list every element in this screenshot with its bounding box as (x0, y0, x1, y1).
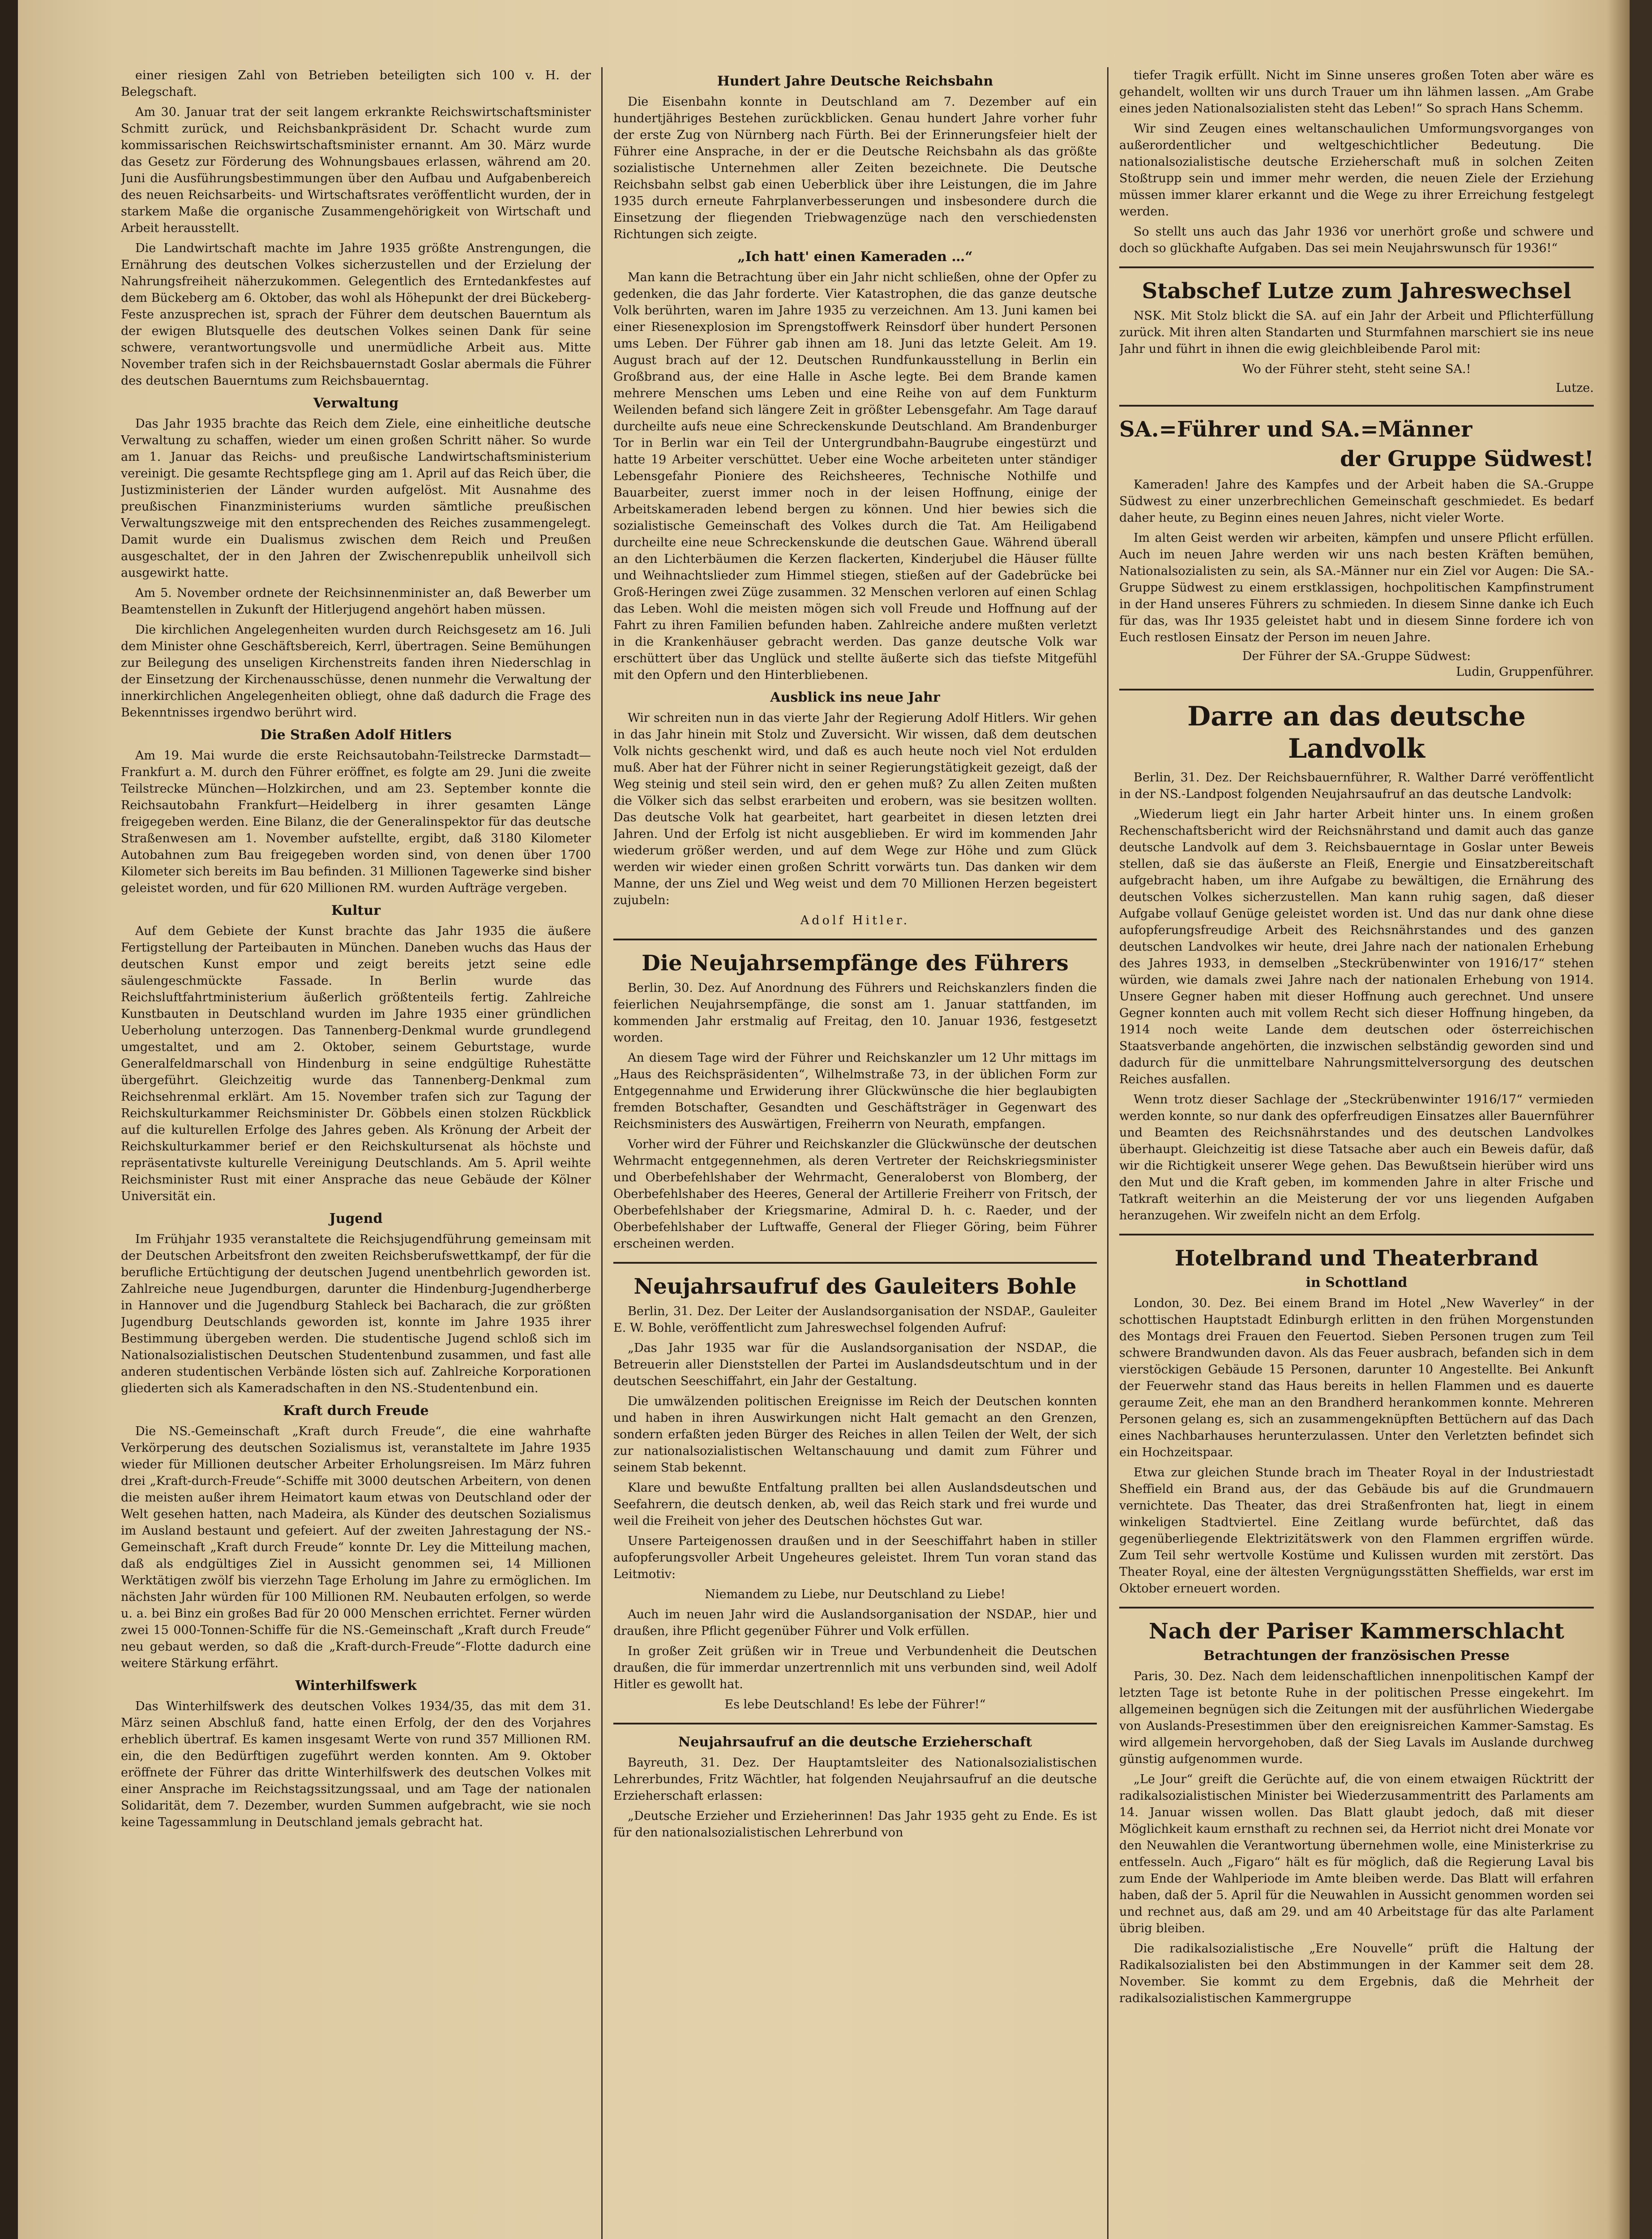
section-heading: Jugend (329, 1211, 383, 1227)
article-text: Wir schreiten nun in das vierte Jahr der Regierung Adolf Hitlers. Wir gehen in das Jahr hinein mit Stolz und Zuversicht. Wir wissen, daß dem deutschen Volk nichts geschenkt wird, und daß es auch heute noch viel Not erdulden muß. Aber hat der Führer nicht in seiner Regierungstätigkeit gezeigt, daß der Weg steinig und steil sein wird, den er gehen muß? Zu allen Zeiten mußten die Völker sich das selbst erarbeiten und erobern, was sie besitzen wollten. Das deutsche Volk hat gearbeitet, hart gearbeitet in diesen letzten drei Jahren. Und der Erfolg ist nicht ausgeblieben. Er wird im kommenden Jahr wiederum größer werden, und auf dem Wege zur Höhe und zum Glück werden wir wieder einen großen Schritt vorwärts tun. Das danken wir dem Manne, der uns Ziel und Weg weist und dem 70 Millionen Herzen begeistert zujubeln: (613, 711, 1097, 907)
article-text: An diesem Tage wird der Führer und Reichskanzler um 12 Uhr mittags im „Haus des Reichspräsidenten“, Wilhelmstraße 73, in der üblichen Form zur Entgegennahme und Erwiderung ihrer Glückwünsche die hier beglaubigten fremden Botschafter, Gesandten und Geschäftsträger in Gegenwart des Reichsministers des Auswärtigen, Freiherrn von Neurath, empfangen. (613, 1051, 1097, 1131)
article-text: „Wiederum liegt ein Jahr harter Arbeit hinter uns. In einem großen Rechenschaftsbericht wird der Reichsnährstand und damit auch das ganze deutsche Landvolk auf dem 3. Reichsbauerntage in Goslar unter Beweis stellen, daß sie das äußerste an Fleiß, Energie und Einsatzbereitschaft aufgebracht haben, um ihre Aufgabe zu bewältigen, die Ernährung des deutschen Volkes sicherzustellen. Man kann ruhig sagen, daß dieser Aufgabe vollauf Genüge geleistet worden ist. Und das nur dank ohne diese aufopferungsfreudige Arbeit des Reichsnährstandes und des ganzen deutschen Landvolkes wir heute, drei Jahre nach der nationalen Erhebung des Jahres 1933, in demselben „Steckrübenwinter von 1916/17“ stehen würden, wie damals zwei Jahre nach der nationalen Erhebung von 1914. Unsere Gegner haben mit dieser Hoffnung auch gerechnet. Und unsere Gegner konnten auch mit vollem Recht sich dieser Hoffnung hingeben, da 1914 noch weite Lande dem deutschen oder österreichischen Staatsverbande angehörten, die inzwischen selbständig geworden sind und dadurch für die unmittelbare Nahrungsmittelversorgung des deutschen Reiches ausfallen. (1119, 807, 1594, 1086)
section-heading: Hundert Jahre Deutsche Reichsbahn (717, 73, 993, 89)
column-2 (613, 67, 1097, 2239)
article-text: Wo der Führer steht, steht seine SA.! (1242, 362, 1471, 376)
column-3 (1119, 67, 1594, 2239)
article-headline: Stabschef Lutze zum Jahreswechsel (1142, 279, 1571, 304)
article-text: „Deutsche Erzieher und Erzieherinnen! Das Jahr 1935 geht zu Ende. Es ist für den nationalsozialistischen Lehrerbund von (613, 1809, 1097, 1840)
divider (613, 1262, 1097, 1264)
article-text: Am 30. Januar trat der seit langem erkrankte Reichswirtschaftsminister Schmitt zurück, und Reichsbankpräsident Dr. Schacht wurde zum kommissarischen Reichswirtschaftsminister ernannt. Am 30. März wurde das Gesetz zur Förderung des Wohnungsbaues erlassen, während am 20. Juni die Ausführungsbestimmungen über den Aufbau und Aufgabenbereich des neuen Reichsarbeits- und Wirtschaftsrates veröffentlicht wurden, der in starkem Maße die organische Zusammengehörigkeit von Wirtschaft und Arbeit herausstellt. (121, 105, 591, 235)
article-text: Kameraden! Jahre des Kampfes und der Arbeit haben die SA.-Gruppe Südwest zu einer unzerbrechlichen Gemeinschaft geschmiedet. Es bedarf daher heute, zu Beginn eines neuen Jahres, nicht vieler Worte. (1119, 478, 1594, 525)
divider (1119, 266, 1594, 268)
page-edge-shadow (1607, 0, 1630, 2239)
article-text: In großer Zeit grüßen wir in Treue und Verbundenheit die Deutschen draußen, die für immerdar unzertrennlich mit uns verbunden sind, weil Adolf Hitler es gewollt hat. (613, 1644, 1097, 1691)
article-text: Man kann die Betrachtung über ein Jahr nicht schließen, ohne der Opfer zu gedenken, die das Jahr forderte. Vier Katastrophen, die das ganze deutsche Volk berührten, waren im Jahre 1935 zu verzeichnen. Am 13. Juni kamen bei einer Riesenexplosion im Sprengstoffwerk Reinsdorf über hundert Personen ums Leben. Der Führer gab ihnen am 18. Juni das letzte Geleit. Am 19. August brach auf der 12. Deutschen Rundfunkausstellung in Berlin ein Großbrand aus, der eine Halle in Asche legte. Bei dem Brande kamen mehrere Menschen ums Leben und eine Reihe von auf dem Funkturm Weilenden befand sich längere Zeit in größter Lebensgefahr. Am Tage darauf durcheilte aufs neue eine Schreckenskunde Deutschland. Am Brandenburger Tor in Berlin war ein Teil der Untergrundbahn-Baugrube eingestürzt und hatte 19 Arbeiter verschüttet. Ueber eine Woche arbeiteten unter ständiger Lebensgefahr Pioniere des Reichsheeres, Technische Nothilfe und Bauarbeiter, zuerst immer noch in der leisen Hoffnung, einige der Arbeitskameraden lebend bergen zu können. Und hier bewies sich die sozialistische Gemeinschaft des Volkes durch die Tat. Am Heiligabend durcheilte eine neue Schreckenskunde die deutschen Gaue. Während überall an den Lichterbäumen die Kerzen flackerten, Kinderjubel die Häuser füllte und Weihnachtslieder zum Himmel stiegen, stießen auf der Gadebrücke bei Groß-Heringen zwei Züge zusammen. 32 Menschen verloren auf einen Schlag das Leben. Wohl die meisten mögen sich voll Freude und Hoffnung auf der Fahrt zu ihren Familien befunden haben. Zahlreiche andere mußten verletzt in die Krankenhäuser gebracht werden. Das ganze deutsche Volk war erschüttert über das Unglück und stellte äußerte sich das tiefste Mitgefühl mit den Opfern und den Hinterbliebenen. (613, 270, 1097, 682)
section-heading: Winterhilfswerk (295, 1678, 417, 1694)
article-text: Wenn trotz dieser Sachlage der „Steckrübenwinter 1916/17“ vermieden werden konnte, so nur dank des opferfreudigen Einsatzes aller Bauernführer und Beamten des Reichsnährstandes und des deutschen Landvolkes überhaupt. Gleichzeitig ist diese Tatsache aber auch ein Beweis dafür, daß wir die Richtigkeit unserer Wege gehen. Das Bewußtsein hierüber wird uns den Mut und die Kraft geben, im kommenden Jahre in alter Frische und Tatkraft weiterhin an die Meisterung der vor uns liegenden Aufgaben heranzugehen. Wir zweifeln nicht an dem Erfolg. (1119, 1093, 1594, 1222)
article-text: Vorher wird der Führer und Reichskanzler die Glückwünsche der deutschen Wehrmacht entgegennehmen, als deren Vertreter der Reichskriegsminister und Oberbefehlshaber der Wehrmacht, Generaloberst von Blomberg, der Oberbefehlshaber des Heeres, General der Artillerie Freiherr von Fritsch, der Oberbefehlshaber der Kriegsmarine, Admiral D. h. c. Raeder, und der Oberbefehlshaber der Luftwaffe, General der Flieger Göring, beim Führer erscheinen werden. (613, 1137, 1097, 1251)
article-text: Berlin, 31. Dez. Der Leiter der Auslandsorganisation der NSDAP., Gauleiter E. W. Bohle, veröffentlicht zum Jahreswechsel folgenden Aufruf: (613, 1304, 1097, 1335)
divider (1119, 1234, 1594, 1235)
article-text: „Le Jour“ greift die Gerüchte auf, die von einem etwaigen Rücktritt der radikalsozialistischen Minister bei Wiederzusammentritt des Parlaments am 14. Januar wissen wollen. Das Blatt glaubt jedoch, daß mit dieser Möglichkeit kaum ernsthaft zu rechnen sei, da Herriot nicht drei Monate vor den Neuwahlen die Verantwortung übernehmen wolle, eine Ministerkrise zu entfesseln. Auch „Figaro“ hält es für möglich, daß die Regierung Laval bis zum Ende der Wahlperiode im Amte bleiben werde. Das Blatt will erfahren haben, daß der 5. April für die Neuwahlen in Aussicht genommen worden sei und rechnet aus, daß am 29. und am 40 Arbeitstage für das alte Parlament übrig bleiben. (1119, 1772, 1594, 1935)
section-heading: Kraft durch Freude (283, 1403, 429, 1419)
signature: Der Führer der SA.-Gruppe Südwest: (1242, 649, 1471, 663)
article-headline: Die Neujahrsempfänge des Führers (642, 951, 1069, 976)
article-text: Die umwälzenden politischen Ereignisse im Reich der Deutschen konnten und haben in ihren Auswirkungen nicht Halt gemacht an den Grenzen, sondern erfaßten jeden Bürger des Reiches in allen Teilen der Welt, der sich zur nationalsozialistischen Weltanschauung und damit zum Führer und seinem Stab bekennt. (613, 1394, 1097, 1475)
article-text: Die NS.-Gemeinschaft „Kraft durch Freude“, die eine wahrhafte Verkörperung des deutschen Sozialismus ist, veranstaltete im Jahre 1935 wieder für Millionen deutscher Arbeiter Erholungsreisen. Im März fuhren drei „Kraft-durch-Freude“-Schiffe mit 3000 deutschen Arbeitern, von denen die meisten außer ihrem Heimatort kaum etwas von Deutschland oder der Welt gesehen hatten, nach Madeira, als Künder des deutschen Sozialismus im Ausland bestaunt und gefeiert. Auf der zweiten Jahrestagung der NS.-Gemeinschaft „Kraft durch Freude“ konnte Dr. Ley die Mitteilung machen, daß als endgültiges Ziel in Aussicht genommen sei, 14 Millionen Werktätigen zwölf bis vierzehn Tage Erholung im Jahre zu ermöglichen. Im nächsten Jahr würden für 100 Millionen RM. Neubauten erfolgen, so werde u. a. bei Binz ein großes Bad für 20 000 Menschen errichtet. Ferner würden zwei 15 000-Tonnen-Schiffe für die NS.-Gemeinschaft „Kraft durch Freude“ neu gebaut werden, so daß die „Kraft-durch-Freude“-Flotte dadurch eine weitere Stärkung erfährt. (121, 1424, 591, 1670)
article-text: Das Winterhilfswerk des deutschen Volkes 1934/35, das mit dem 31. März seinen Abschluß fand, hatte einen Erfolg, der den des Vorjahres erheblich übertraf. Es kamen insgesamt Werte von rund 357 Millionen RM. ein, die den Bedürftigen zugeführt werden konnten. Am 9. Oktober eröffnete der Führer das dritte Winterhilfswerk des deutschen Volkes mit einer Ansprache im Reichstagssitzungssaal, und am Tage der nationalen Solidarität, dem 7. Dezember, wurden Summen aufgebracht, wie sie noch keine Tagessammlung in Deutschland jemals gebracht hat. (121, 1699, 591, 1829)
article-text: Berlin, 30. Dez. Auf Anordnung des Führers und Reichskanzlers finden die feierlichen Neujahrsempfänge, die sonst am 1. Januar stattfanden, im kommenden Jahr erstmalig auf Freitag, den 10. Januar 1936, festgesetzt worden. (613, 981, 1097, 1045)
article-text: Die kirchlichen Angelegenheiten wurden durch Reichsgesetz am 16. Juli dem Minister ohne Geschäftsbereich, Kerrl, übertragen. Seine Bemühungen zur Beilegung des unseligen Kirchenstreits fanden ihren Niederschlag in der Einsetzung der Kirchenausschüsse, denen nunmehr die Verwaltung der innerkirchlichen Angelegenheiten obliegt, ohne daß dadurch die Frage des Bekenntnisses irgendwo berührt wird. (121, 623, 591, 720)
section-heading: Kultur (331, 903, 381, 918)
divider (1119, 689, 1594, 691)
article-text: Wir sind Zeugen eines weltanschaulichen Umformungsvorganges von außerordentlicher und weltgeschichtlicher Bedeutung. Die nationalsozialistische deutsche Erzieherschaft muß in solchen Zeiten Stoßtrupp sein und immer mehr werden, die neuen Ziele der Erziehung müssen immer klarer erkannt und die Wege zu ihrer Erreichung festgelegt werden. (1119, 122, 1594, 219)
article-text: NSK. Mit Stolz blickt die SA. auf ein Jahr der Arbeit und Pflichterfüllung zurück. Mit ihren alten Standarten und Sturmfahnen marschiert sie ins neue Jahr und führt in ihnen die ewig gleichbleibende Parol mit: (1119, 309, 1594, 356)
column-1 (121, 67, 591, 2239)
article-text: Paris, 30. Dez. Nach dem leidenschaftlichen innenpolitischen Kampf der letzten Tage ist betonte Ruhe in der politischen Presse eingekehrt. Im allgemeinen begnügen sich die Zeitungen mit der ausführlichen Wiedergabe von Auslands-Presestimmen über den ereignisreichen Kammer-Samstag. Es wird allgemein hervorgehoben, daß der Sieg Lavals im Auslande durchweg günstig aufgenommen wurde. (1119, 1669, 1594, 1766)
article-text: Auf dem Gebiete der Kunst brachte das Jahr 1935 die äußere Fertigstellung der Parteibauten in München. Daneben wuchs das Haus der deutschen Kunst empor und zeigt bereits jetzt seine edle säulengeschmückte Fassade. In Berlin wurde das Reichsluftfahrtministerium äußerlich größtenteils fertig. Zahlreiche Kunstbauten in Deutschland wurden im Jahre 1935 einer gründlichen Ueberholung unterzogen. Das Tannenberg-Denkmal wurde grundlegend umgestaltet, und am 2. Oktober, seinem Geburtstage, wurde Generalfeldmarschall von Hindenburg in seine endgültige Ruhestätte übergeführt. Gleichzeitig wurde das Tannenberg-Denkmal zum Reichsehrenmal erklärt. Am 15. November trafen sich zur Tagung der Reichskulturkammer Reichsminister Dr. Göbbels einen stolzen Rückblick auf die kulturellen Erfolge des Jahres geben. Als Krönung der Arbeit der Reichskulturkammer berief er den Reichskultursenat als höchste und repräsentativste kulturelle Vereinigung Deutschlands. Am 5. April weihte Reichsminister Rust mit einer Ansprache das neue Gebäude der Kölner Universität ein. (121, 924, 591, 1203)
article-text: Berlin, 31. Dez. Der Reichsbauernführer, R. Walther Darré veröffentlicht in der NS.-Landpost folgenden Neujahrsaufruf an das deutsche Landvolk: (1119, 771, 1594, 801)
article-text: Im Frühjahr 1935 veranstaltete die Reichsjugendführung gemeinsam mit der Deutschen Arbeitsfront den zweiten Reichsberufswettkampf, der für die berufliche Ertüchtigung der deutschen Jugend unentbehrlich geworden ist. Zahlreiche neue Jugendburgen, darunter die Hindenburg-Jugendherberge in Hannover und die Jugendburg Stahleck bei Bacharach, die zur größten Jugendburg Deutschlands geworden ist, konnte im Jahre 1935 ihrer Bestimmung übergeben werden. Die studentische Jugend schloß sich im Nationalsozialistischen Deutschen Studentenbund zusammen, und fast alle anderen studentischen Verbände lösten sich auf. Zahlreiche Korporationen gliederten sich als Kameradschaften in den NS.-Studentenbund ein. (121, 1232, 591, 1395)
column-rule (1107, 67, 1108, 2239)
divider (613, 1723, 1097, 1724)
signature: Ludin, Gruppenführer. (1456, 665, 1594, 679)
article-text: Die Eisenbahn konnte in Deutschland am 7. Dezember auf ein hundertjähriges Bestehen zurückblicken. Genau hundert Jahre vorher fuhr der erste Zug von Nürnberg nach Fürth. Bei der Erinnerungsfeier hielt der Führer eine Ansprache, in der er die Deutsche Reichsbahn als das größte sozialistische Unternehmen aller Zeiten bezeichnete. Die Deutsche Reichsbahn selbst gab einen Ueberblick über ihre Leistungen, die im Jahre 1935 durch erneute Fahrplanverbesserungen und insbesondere durch die Einsetzung der fliegenden Triebwagenzüge nach den verschiedensten Richtungen sich zeigte. (613, 95, 1097, 241)
signature: Adolf Hitler. (800, 914, 910, 927)
signature: Lutze. (1556, 381, 1594, 395)
column-rule (601, 67, 603, 2239)
article-headline: der Gruppe Südwest! (1340, 446, 1594, 472)
article-text: Am 5. November ordnete der Reichsinnenminister an, daß Bewerber um Beamtenstellen in Zukunft der Hitlerjugend angehört haben müssen. (121, 586, 591, 617)
article-text: London, 30. Dez. Bei einem Brand im Hotel „New Waverley“ in der schottischen Hauptstadt Edinburgh erlitten in den frühen Morgenstunden des Montags drei Frauen den Feuertod. Sieben Personen trugen zum Teil schwere Brandwunden davon. Als das Feuer ausbrach, befanden sich in dem vierstöckigen Gebäude 15 Personen, darunter 10 Angestellte. Bei Ankunft der Feuerwehr stand das Haus bereits in hellen Flammen und es dauerte geraume Zeit, ehe man an den Brandherd herankommen konnte. Mehreren Personen gelang es, sich an zusammengeknüpften Bettüchern auf das Dach eines Nachbarhauses herunterzulassen. Unter den Verletzten befindet sich ein Hochzeitspaar. (1119, 1296, 1594, 1459)
article-headline: Nach der Pariser Kammerschlacht (1149, 1619, 1564, 1644)
article-subheadline: Betrachtungen der französischen Presse (1203, 1648, 1510, 1664)
divider (613, 939, 1097, 940)
article-text: Das Jahr 1935 brachte das Reich dem Ziele, eine einheitliche deutsche Verwaltung zu schaffen, wieder um einen großen Schritt näher. So wurde am 1. Januar das Reichs- und preußische Landwirtschaftsministerium vereinigt. Die gesamte Rechtspflege ging am 1. April auf das Reich über, die Justizministerien der Länder wurden aufgelöst. Mit Ausnahme des preußischen Finanzministeriums wurden sämtliche preußischen Verwaltungszweige mit den entsprechenden des Reiches zusammengelegt. Damit wurde ein Dualismus zwischen dem Reich und Preußen ausgeschaltet, der in den Jahren der Zwischenrepublik unheilvoll sich ausgewirkt hatte. (121, 417, 591, 580)
section-heading: Die Straßen Adolf Hitlers (260, 727, 452, 743)
divider (1119, 1607, 1594, 1608)
article-text: Klare und bewußte Entfaltung prallten bei allen Auslandsdeutschen und Seefahrern, die deutsch denken, ab, weil das Reich stark und frei wurde und weil die Freiheit von jeher des Deutschen höchstes Gut war. (613, 1481, 1097, 1528)
article-text: Etwa zur gleichen Stunde brach im Theater Royal in der Industriestadt Sheffield ein Brand aus, der das Gebäude bis auf die Grundmauern vernichtete. Das Theater, das drei Straßenfronten hat, liegt in einem winkeligen Stadtviertel. Eine Zeitlang wurde befürchtet, daß das gegenüberliegende Elektrizitätswerk von den Flammen ergriffen würde. Zum Teil sehr wertvolle Kostüme und Kulissen wurden mit zerstört. Das Theater Royal, eine der ältesten Vergnügungsstätten Sheffields, war erst im Oktober erneuert worden. (1119, 1466, 1594, 1596)
article-text: Im alten Geist werden wir arbeiten, kämpfen und unsere Pflicht erfüllen. Auch im neuen Jahre werden wir uns nach besten Kräften bemühen, Nationalsozialisten zu sein, als SA.-Männer nur ein Ziel vor Augen: Die SA.-Gruppe Südwest zu einem erstklassigen, hochpolitischen Kampfinstrument in der Hand unseres Führers zu schmieden. In diesem Sinne danke ich Euch für das, was Ihr 1935 geleistet habt und in diesem Sinne fordere ich von Euch restlosen Einsatz der Person im neuen Jahre. (1119, 531, 1594, 644)
article-text: „Das Jahr 1935 war für die Auslandsorganisation der NSDAP., die Betreuerin aller Dienststellen der Partei im Auslandsdeutschtum und in der deutschen Seeschiffahrt, ein Jahr der Gestaltung. (613, 1341, 1097, 1388)
article-subheadline: in Schottland (1305, 1275, 1408, 1291)
article-text: Unsere Parteigenossen draußen und in der Seeschiffahrt haben in stiller aufopferungsvoller Arbeit Ungeheures geleistet. Ihrem Tun voran stand das Leitmotiv: (613, 1534, 1097, 1581)
section-heading: Ausblick ins neue Jahr (770, 690, 940, 705)
article-text: Niemandem zu Liebe, nur Deutschland zu Liebe! (705, 1587, 1006, 1601)
article-text: Es lebe Deutschland! Es lebe der Führer!“ (724, 1698, 986, 1711)
article-headline: Darre an das deutsche Landvolk (1187, 701, 1526, 764)
article-text: So stellt uns auch das Jahr 1936 vor unerhört große und schwere und doch so glückhafte Aufgaben. Das sei mein Neujahrswunsch für 1936!“ (1119, 225, 1594, 255)
article-text: Die radikalsozialistische „Ere Nouvelle“ prüft die Haltung der Radikalsozialisten bei den Abstimmungen in der Kammer seit dem 28. November. Sie kommt zu dem Ergebnis, daß die Mehrheit der radikalsozialistischen Kammergruppe (1119, 1942, 1594, 2005)
article-text: Die Landwirtschaft machte im Jahre 1935 größte Anstrengungen, die Ernährung des deutschen Volkes sicherzustellen und der Erzielung der Nahrungsfreiheit näherzukommen. Gelegentlich des Erntedankfestes auf dem Bückeberg am 6. Oktober, das wohl als Höhepunkt der drei Bückeberg-Feste anzusprechen ist, sprach der Führer dem deutschen Bauerntum als der ewigen Blutsquelle des deutschen Volkes seinen Dank für seine schwere, verantwortungsvolle und unermüdliche Arbeit aus. Mitte November trafen sich in der Reichsbauernstadt Goslar abermals die Führer des deutschen Bauerntums zum Reichsbauerntag. (121, 241, 591, 388)
section-heading: Verwaltung (313, 395, 399, 411)
binding-edge (0, 0, 18, 2239)
article-headline: Neujahrsaufruf des Gauleiters Bohle (633, 1274, 1077, 1299)
article-headline: Hotelbrand und Theaterbrand (1174, 1246, 1539, 1271)
article-text: Am 19. Mai wurde die erste Reichsautobahn-Teilstrecke Darmstadt—Frankfurt a. M. durch den Führer eröffnet, es folgte am 29. Juni die zweite Teilstrecke München—Holzkirchen, und am 23. September konnte die Reichsautobahn Frankfurt—Heidelberg in ihrer gesamten Länge freigegeben werden. Eine Bilanz, die der Generalinspektor für das deutsche Straßenwesen am 1. November aufstellte, ergibt, daß 3180 Kilometer Autobahnen zum Bau freigegeben worden sind, von denen über 1700 Kilometer sich bereits im Bau befinden. 31 Millionen Tagewerke sind bisher geleistet worden, und für 620 Millionen RM. wurden Aufträge vergeben. (121, 749, 591, 895)
article-text: Bayreuth, 31. Dez. Der Hauptamtsleiter des Nationalsozialistischen Lehrerbundes, Fritz Wächtler, hat folgenden Neujahrsaufruf an die deutsche Erzieherschaft erlassen: (613, 1756, 1097, 1803)
article-text: tiefer Tragik erfüllt. Nicht im Sinne unseres großen Toten aber wäre es gehandelt, wollten wir uns durch Trauer um ihn lähmen lassen. „Am Grabe eines jeden Nationalsozialisten steht das Leben!“ So sprach Hans Schemm. (1119, 69, 1594, 116)
article-headline: SA.=Führer und SA.=Männer (1119, 417, 1472, 442)
article-headline: Neujahrsaufruf an die deutsche Erzieherschaft (678, 1734, 1032, 1750)
article-text: einer riesigen Zahl von Betrieben beteiligten sich 100 v. H. der Belegschaft. (121, 69, 591, 99)
article-text: Auch im neuen Jahr wird die Auslandsorganisation der NSDAP., hier und draußen, ihre Pflicht gegenüber Führer und Volk erfüllen. (613, 1608, 1097, 1638)
newspaper-page (18, 0, 1630, 2239)
divider (1119, 405, 1594, 407)
section-heading: „Ich hatt' einen Kameraden …“ (737, 249, 973, 265)
